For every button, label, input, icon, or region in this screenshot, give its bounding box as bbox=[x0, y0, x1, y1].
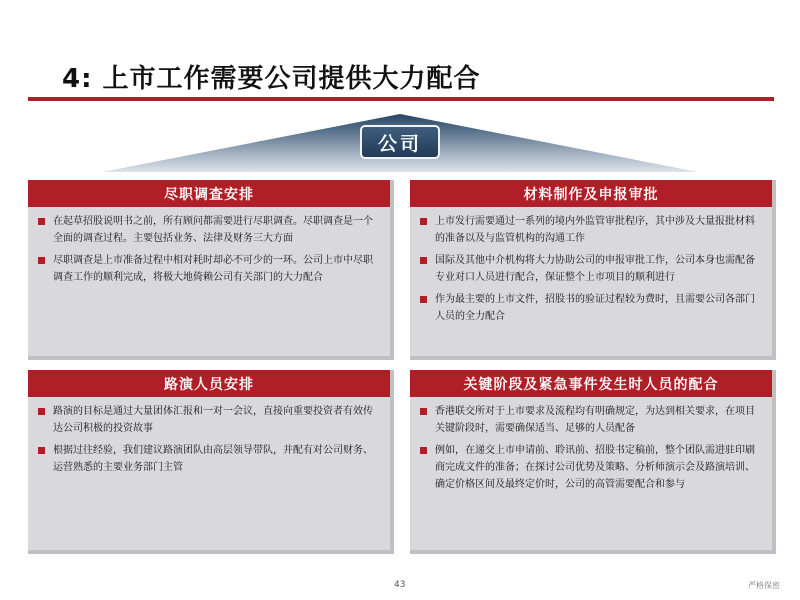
bullet-icon bbox=[420, 447, 427, 454]
item-text: 尽职调查是上市准备过程中相对耗时却必不可少的一环。公司上市中尽职调查工作的顺利完成，将极大地倚赖公司有关部门的大力配合 bbox=[53, 255, 373, 283]
bullet-icon bbox=[38, 218, 45, 225]
bullet-icon bbox=[38, 257, 45, 264]
bullet-icon bbox=[420, 296, 427, 303]
list-item bbox=[38, 252, 378, 286]
list-item bbox=[420, 291, 760, 325]
list-item bbox=[420, 213, 760, 247]
panel-roadshow bbox=[28, 370, 394, 554]
panel-due-diligence bbox=[28, 180, 394, 360]
item-text: 上市发行需要通过一系列的境内外监管审批程序，其中涉及大量报批材料的准备以及与监管机构的沟通工作 bbox=[435, 216, 755, 244]
bullet-icon bbox=[38, 408, 45, 415]
item-text: 在起草招股说明书之前，所有顾问都需要进行尽职调查。尽职调查是一个全面的调查过程。主要包括业务、法律及财务三大方面 bbox=[53, 216, 373, 244]
panel-title: 材料制作及申报审批 bbox=[410, 180, 772, 207]
item-text: 例如，在递交上市申请前、聆讯前、招股书定稿前，整个团队需进驻印刷商完成文件的准备；在探讨公司优势及策略、分析师演示会及路演培训、确定价格区间及最终定价时，公司的高管需要配合和参与 bbox=[435, 445, 755, 490]
bullet-icon bbox=[420, 408, 427, 415]
page-title: 4: 上市工作需要公司提供大力配合 bbox=[62, 64, 481, 94]
item-text: 作为最主要的上市文件，招股书的验证过程较为费时，且需要公司各部门人员的全力配合 bbox=[435, 294, 755, 322]
page-number: 43 bbox=[394, 580, 406, 590]
list-item bbox=[420, 442, 760, 493]
panel-filing-approval bbox=[410, 180, 776, 360]
list-item bbox=[38, 213, 378, 247]
panel-title: 路演人员安排 bbox=[28, 370, 390, 397]
list-item bbox=[420, 403, 760, 437]
panel-title: 尽职调查安排 bbox=[28, 180, 390, 207]
list-item bbox=[38, 442, 378, 476]
item-text: 香港联交所对于上市要求及流程均有明确规定，为达到相关要求，在项目关键阶段时，需要确保适当、足够的人员配备 bbox=[435, 406, 755, 434]
item-text: 路演的目标是通过大量团体汇报和一对一会议，直接向重要投资者有效传达公司积极的投资故事 bbox=[53, 406, 373, 434]
list-item bbox=[420, 252, 760, 286]
list-item bbox=[38, 403, 378, 437]
bullet-icon bbox=[420, 257, 427, 264]
panel-key-stages bbox=[410, 370, 776, 554]
item-text: 根据过往经验，我们建议路演团队由高层领导带队，并配有对公司财务、运营熟悉的主要业务部门主管 bbox=[53, 445, 373, 473]
panel-title: 关键阶段及紧急事件发生时人员的配合 bbox=[410, 370, 772, 397]
roof-shape bbox=[0, 0, 800, 190]
company-label: 公司 bbox=[360, 125, 440, 159]
confidential-note: 严格保密 bbox=[748, 581, 780, 590]
item-text: 国际及其他中介机构将大力协助公司的申报审批工作，公司本身也需配备专业对口人员进行配合，保证整个上市项目的顺利进行 bbox=[435, 255, 755, 283]
bullet-icon bbox=[420, 218, 427, 225]
bullet-icon bbox=[38, 447, 45, 454]
